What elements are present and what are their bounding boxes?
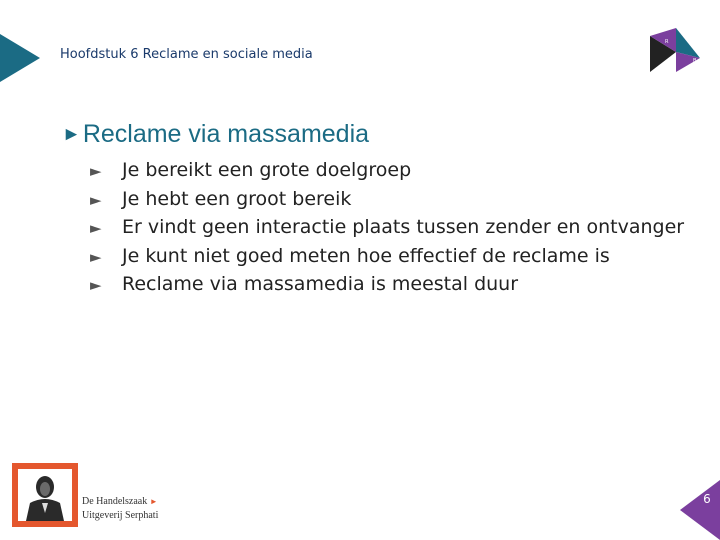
bullet-arrow-icon: ► [90,276,102,294]
bullet-arrow-icon: ► [90,190,102,209]
decorative-triangle-icon [0,34,40,82]
publisher-arrow-icon: ► [149,497,158,506]
page-badge-icon [680,480,720,540]
heading-text: Reclame via massamedia [82,120,370,148]
bullet-text: Je hebt een groot bereik [122,187,352,210]
slide-heading [62,120,369,149]
bullet-item [90,213,684,242]
publisher-line-1-text: De Handelszaak [82,496,148,507]
bullet-item [90,242,684,271]
publisher-name [82,495,158,523]
chapter-title: Hoofdstuk 6 Reclame en sociale media [60,47,313,62]
brand-logo-icon [650,28,702,74]
publisher-line-2: Uitgeverij Serphati [82,510,159,521]
publisher-portrait-icon [12,463,78,527]
bullet-text: Reclame via massamedia is meestal duur [122,273,519,295]
bullet-text: Er vindt geen interactie plaats tussen zender en ontvanger [122,216,685,238]
bullet-item [90,270,684,299]
page-number: 6 [703,492,711,506]
logo-letter-r: R [665,39,669,45]
bullet-arrow-icon: ► [90,162,102,180]
bullet-item [90,185,684,214]
bullet-text: Je kunt niet goed meten hoe effectief de reclame is [122,244,610,267]
publisher-line-1 [82,495,158,509]
heading-arrow-icon: ► [62,124,81,145]
bullet-text: Je bereikt een grote doelgroep [122,159,412,181]
logo-letter-b: B [693,58,697,64]
bullet-list [90,156,684,299]
bullet-arrow-icon: ► [90,247,102,266]
bullet-item [90,156,684,185]
bullet-arrow-icon: ► [90,219,102,237]
